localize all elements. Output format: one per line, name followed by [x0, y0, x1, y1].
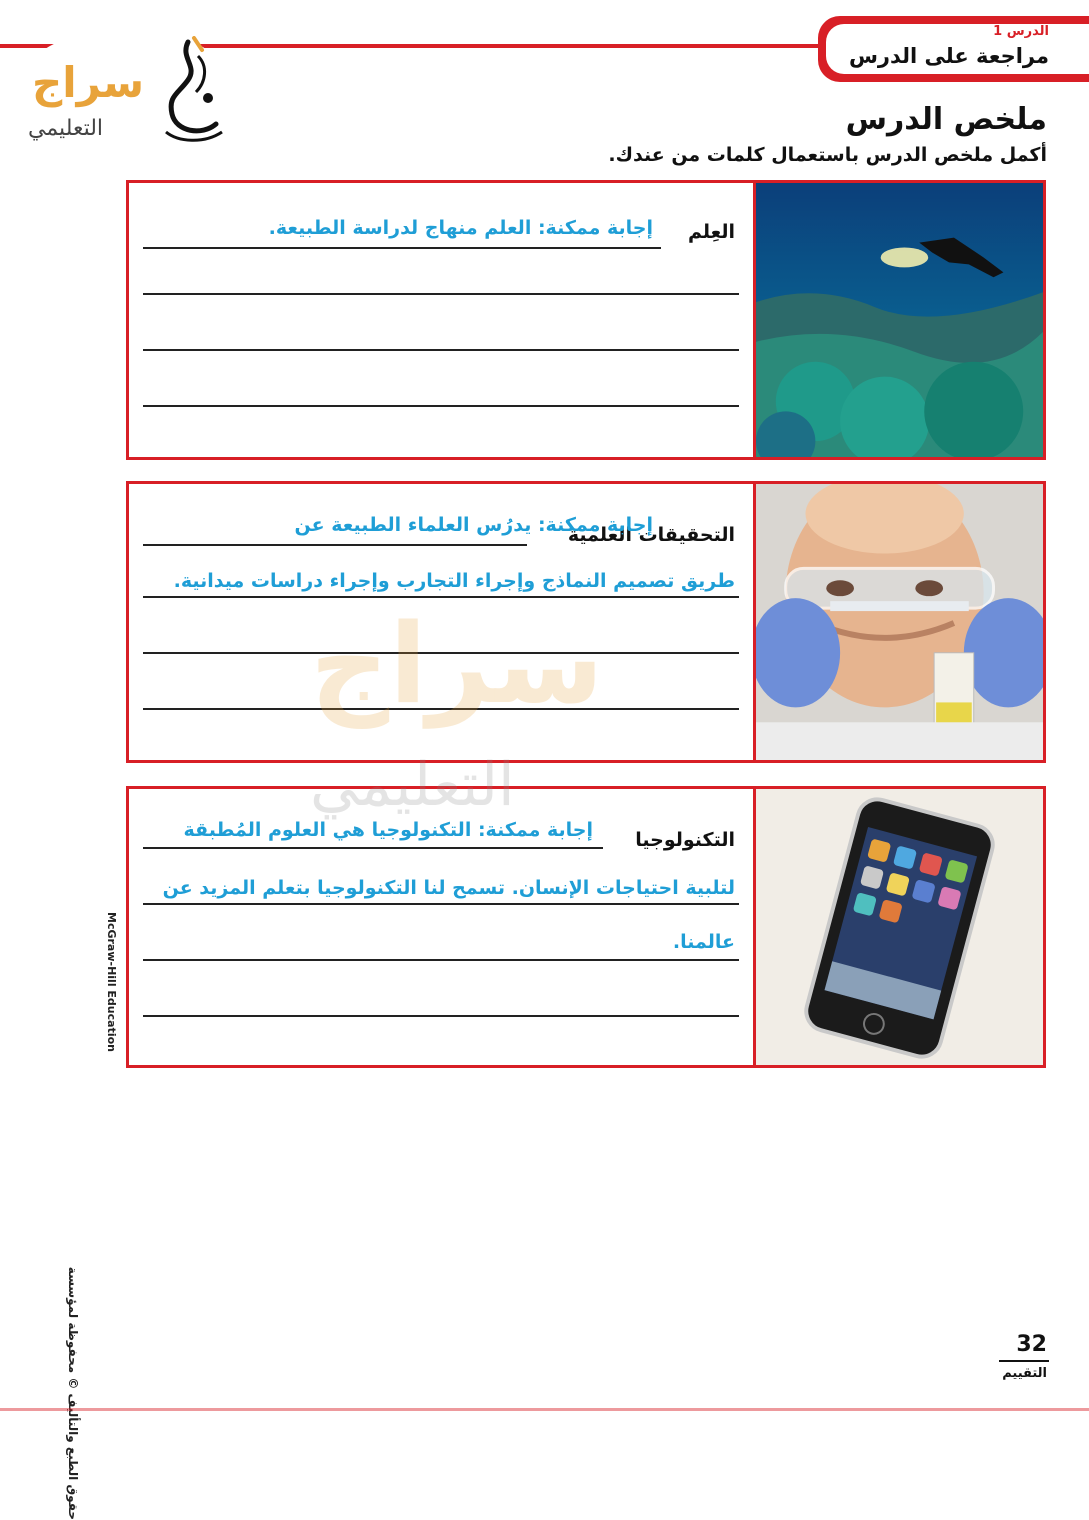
page-number: 32 — [1016, 1332, 1047, 1357]
lesson-label: الدرس 1 — [993, 24, 1049, 39]
phone-photo — [753, 789, 1043, 1065]
write-line — [143, 405, 739, 407]
logo-brand: سراج — [32, 58, 145, 107]
diver-photo — [753, 183, 1043, 457]
brand-logo — [18, 28, 233, 153]
write-line — [143, 596, 739, 598]
answer-line-1: إجابة ممكنة: يدرُس العلماء الطبيعة عن — [294, 514, 653, 536]
write-line — [143, 959, 739, 961]
write-line — [143, 903, 739, 905]
write-line — [143, 293, 739, 295]
term-science: العِلم — [687, 221, 735, 243]
watermark-brand: سراج — [310, 600, 604, 728]
card-investigations — [126, 481, 1046, 763]
answer-line-2: لتلبية احتياجات الإنسان. تسمح لنا التكنولوجيا بتعلم المزيد عن — [162, 877, 735, 899]
answer-line-1: إجابة ممكنة: التكنولوجيا هي العلوم المُطبقة — [183, 819, 593, 841]
scuba-diver-image — [756, 183, 1043, 457]
calligraphy-icon — [158, 36, 230, 148]
copyright-credit: حقوق الطبع والتأليف © محفوظة لمؤسسة — [66, 1266, 80, 1520]
bottom-rule — [0, 1408, 1089, 1411]
logo-brand-sub: التعليمي — [28, 116, 104, 141]
answer-line-3: عالمنا. — [672, 931, 735, 953]
page-label: التقييم — [1002, 1366, 1047, 1381]
write-line — [143, 1015, 739, 1017]
publisher-credit: McGraw-Hill Education — [105, 912, 118, 1052]
scientist-photo — [753, 484, 1043, 760]
summary-title: ملخص الدرس — [845, 102, 1047, 137]
card-science — [126, 180, 1046, 460]
lesson-tab-content — [826, 24, 1089, 74]
write-line — [143, 544, 527, 546]
answer-line-1: إجابة ممكنة: العلم منهاج لدراسة الطبيعة. — [268, 217, 653, 239]
watermark-brand-sub: التعليمي — [310, 750, 515, 820]
answer-line-2: طريق تصميم النماذج وإجراء التجارب وإجراء دراسات ميدانية. — [173, 570, 735, 592]
smartphone-image — [756, 789, 1043, 1065]
summary-instruction: أكمل ملخص الدرس باستعمال كلمات من عندك. — [608, 144, 1047, 166]
term-investigations: التحقيقات العلمية — [567, 524, 735, 546]
scientist-image — [756, 484, 1043, 760]
write-line — [143, 349, 739, 351]
page-number-rule — [999, 1360, 1049, 1362]
write-line — [143, 708, 739, 710]
term-technology: التكنولوجيا — [635, 829, 735, 851]
write-line — [143, 247, 661, 249]
write-line — [143, 847, 603, 849]
write-line — [143, 652, 739, 654]
card-technology — [126, 786, 1046, 1068]
lesson-tab-title: مراجعة على الدرس — [848, 44, 1049, 68]
